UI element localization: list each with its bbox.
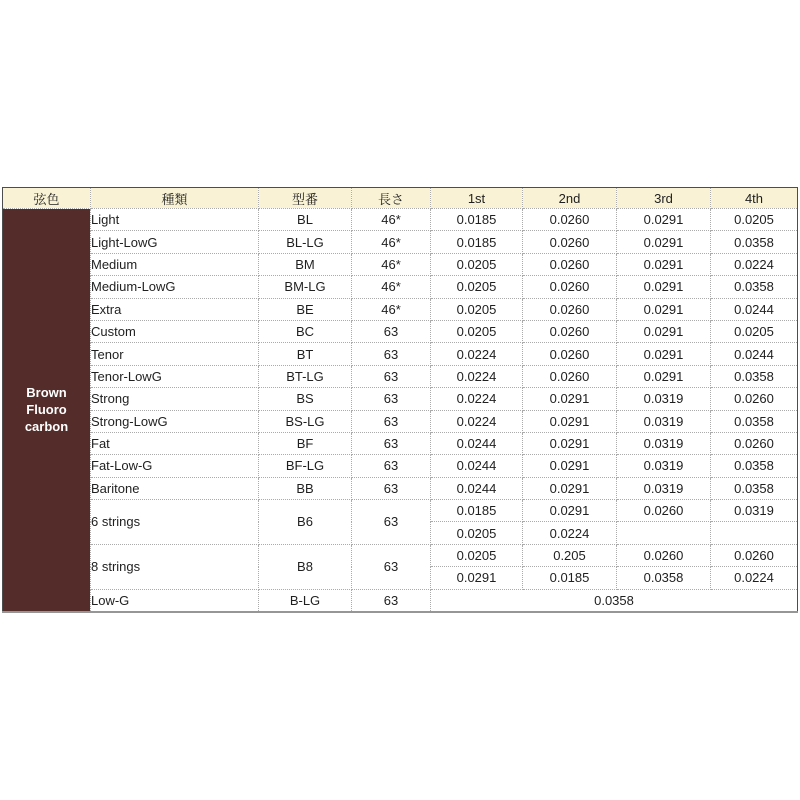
table-row [3,276,798,298]
model-cell: BL-LG [259,231,352,253]
gauge-3rd-cell [617,522,711,544]
table-row [3,298,798,320]
length-cell: 46* [352,231,431,253]
string-spec-table [2,187,798,613]
gauge-2nd-cell: 0.205 [523,544,617,566]
gauge-2nd-cell: 0.0260 [523,320,617,342]
model-cell: BS-LG [259,410,352,432]
type-cell: Light-LowG [91,231,259,253]
gauge-1st-cell: 0.0244 [431,477,523,499]
type-cell: Tenor [91,343,259,365]
col-header-4th: 4th [711,188,798,209]
length-cell: 63 [352,410,431,432]
model-cell: BS [259,388,352,410]
gauge-2nd-cell: 0.0291 [523,410,617,432]
gauge-3rd-cell: 0.0260 [617,544,711,566]
table-row-6-strings [3,500,798,522]
gauge-3rd-cell: 0.0291 [617,365,711,387]
gauge-2nd-cell: 0.0291 [523,388,617,410]
gauge-1st-cell: 0.0224 [431,365,523,387]
gauge-2nd-cell: 0.0291 [523,477,617,499]
table-row-8-strings [3,544,798,566]
table-row [3,477,798,499]
gauge-1st-cell: 0.0244 [431,455,523,477]
type-cell: Low-G [91,589,259,611]
length-cell: 63 [352,343,431,365]
type-cell: Custom [91,320,259,342]
model-cell: B-LG [259,589,352,611]
gauge-3rd-cell: 0.0319 [617,477,711,499]
col-header-string-color: 弦色 [3,188,91,209]
length-cell: 63 [352,388,431,410]
length-cell: 46* [352,253,431,275]
gauge-2nd-cell: 0.0291 [523,432,617,454]
gauge-4th-cell: 0.0224 [711,567,798,589]
gauge-1st-cell: 0.0205 [431,544,523,566]
gauge-4th-cell [711,522,798,544]
type-cell: Medium-LowG [91,276,259,298]
gauge-1st-cell: 0.0205 [431,276,523,298]
gauge-1st-cell: 0.0205 [431,320,523,342]
gauge-all-cell: 0.0358 [431,589,798,611]
gauge-4th-cell: 0.0358 [711,231,798,253]
gauge-2nd-cell: 0.0260 [523,365,617,387]
table-row [3,209,798,231]
gauge-2nd-cell: 0.0260 [523,298,617,320]
gauge-3rd-cell: 0.0291 [617,298,711,320]
gauge-1st-cell: 0.0291 [431,567,523,589]
type-cell: Baritone [91,477,259,499]
type-cell: Tenor-LowG [91,365,259,387]
gauge-4th-cell: 0.0260 [711,432,798,454]
color-label-line: carbon [24,419,69,435]
gauge-2nd-cell: 0.0291 [523,500,617,522]
col-header-model: 型番 [259,188,352,209]
gauge-1st-cell: 0.0224 [431,388,523,410]
gauge-1st-cell: 0.0185 [431,231,523,253]
gauge-3rd-cell: 0.0358 [617,567,711,589]
color-label-line: Fluoro [26,402,67,418]
gauge-1st-cell: 0.0205 [431,522,523,544]
gauge-3rd-cell: 0.0319 [617,455,711,477]
gauge-1st-cell: 0.0185 [431,500,523,522]
type-cell: 8 strings [91,544,259,589]
gauge-4th-cell: 0.0260 [711,544,798,566]
model-cell: BF [259,432,352,454]
model-cell: BT-LG [259,365,352,387]
length-cell: 46* [352,298,431,320]
string-color-cell [3,209,91,612]
table-row [3,231,798,253]
gauge-4th-cell: 0.0358 [711,365,798,387]
model-cell: BM-LG [259,276,352,298]
length-cell: 63 [352,477,431,499]
model-cell: BL [259,209,352,231]
gauge-4th-cell: 0.0205 [711,320,798,342]
gauge-4th-cell: 0.0358 [711,410,798,432]
gauge-4th-cell: 0.0260 [711,388,798,410]
gauge-3rd-cell: 0.0319 [617,388,711,410]
type-cell: Strong-LowG [91,410,259,432]
col-header-1st: 1st [431,188,523,209]
type-cell: Extra [91,298,259,320]
table-row [3,343,798,365]
gauge-3rd-cell: 0.0319 [617,410,711,432]
gauge-3rd-cell: 0.0291 [617,231,711,253]
gauge-2nd-cell: 0.0260 [523,276,617,298]
color-label-line: Brown [26,385,67,401]
model-cell: BE [259,298,352,320]
table-row [3,253,798,275]
gauge-4th-cell: 0.0244 [711,298,798,320]
gauge-2nd-cell: 0.0260 [523,231,617,253]
gauge-3rd-cell: 0.0291 [617,253,711,275]
gauge-2nd-cell: 0.0260 [523,253,617,275]
model-cell: BM [259,253,352,275]
length-cell: 63 [352,544,431,589]
gauge-1st-cell: 0.0205 [431,298,523,320]
gauge-3rd-cell: 0.0291 [617,276,711,298]
length-cell: 46* [352,276,431,298]
header-row [3,188,798,209]
model-cell: BF-LG [259,455,352,477]
gauge-4th-cell: 0.0319 [711,500,798,522]
length-cell: 63 [352,320,431,342]
gauge-3rd-cell: 0.0319 [617,432,711,454]
model-cell: B8 [259,544,352,589]
type-cell: Medium [91,253,259,275]
gauge-2nd-cell: 0.0260 [523,209,617,231]
length-cell: 63 [352,455,431,477]
table-row [3,432,798,454]
gauge-2nd-cell: 0.0224 [523,522,617,544]
type-cell: Strong [91,388,259,410]
table-row-low-g [3,589,798,611]
model-cell: BC [259,320,352,342]
gauge-2nd-cell: 0.0260 [523,343,617,365]
length-cell: 63 [352,432,431,454]
type-cell: Light [91,209,259,231]
gauge-4th-cell: 0.0358 [711,455,798,477]
gauge-4th-cell: 0.0358 [711,477,798,499]
model-cell: BB [259,477,352,499]
gauge-1st-cell: 0.0224 [431,343,523,365]
gauge-3rd-cell: 0.0260 [617,500,711,522]
col-header-length: 長さ [352,188,431,209]
gauge-4th-cell: 0.0205 [711,209,798,231]
col-header-type: 種類 [91,188,259,209]
gauge-1st-cell: 0.0244 [431,432,523,454]
gauge-2nd-cell: 0.0291 [523,455,617,477]
gauge-1st-cell: 0.0224 [431,410,523,432]
gauge-3rd-cell: 0.0291 [617,209,711,231]
type-cell: Fat [91,432,259,454]
col-header-3rd: 3rd [617,188,711,209]
table-row [3,410,798,432]
gauge-1st-cell: 0.0185 [431,209,523,231]
type-cell: Fat-Low-G [91,455,259,477]
table-row [3,455,798,477]
model-cell: BT [259,343,352,365]
length-cell: 63 [352,589,431,611]
gauge-3rd-cell: 0.0291 [617,320,711,342]
length-cell: 46* [352,209,431,231]
gauge-4th-cell: 0.0224 [711,253,798,275]
type-cell: 6 strings [91,500,259,545]
length-cell: 63 [352,365,431,387]
gauge-2nd-cell: 0.0185 [523,567,617,589]
gauge-1st-cell: 0.0205 [431,253,523,275]
gauge-4th-cell: 0.0358 [711,276,798,298]
table-row [3,365,798,387]
gauge-4th-cell: 0.0244 [711,343,798,365]
table-row [3,320,798,342]
model-cell: B6 [259,500,352,545]
table-row [3,388,798,410]
gauge-3rd-cell: 0.0291 [617,343,711,365]
length-cell: 63 [352,500,431,545]
col-header-2nd: 2nd [523,188,617,209]
